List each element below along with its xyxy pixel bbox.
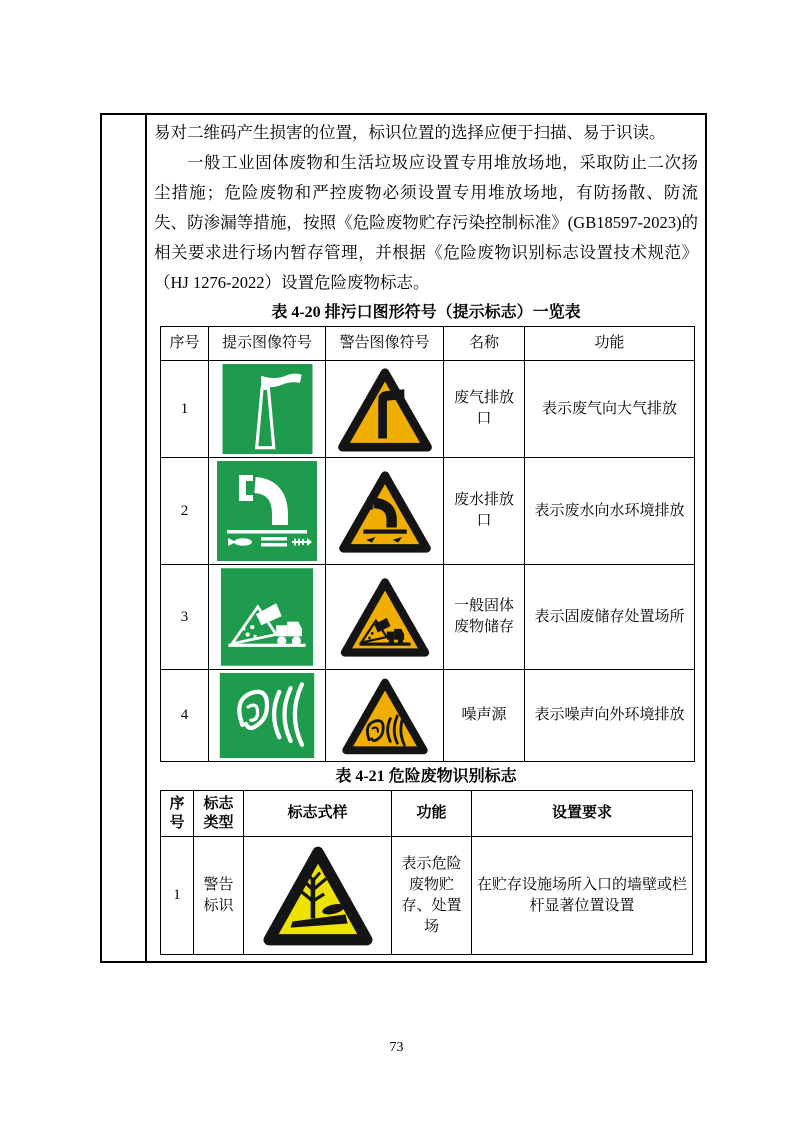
header-function: 功能 [392,791,472,837]
row-setting-requirement: 在贮存设施场所入口的墙壁或栏杆显著位置设置 [472,837,693,955]
row-name: 废气排放口 [444,361,525,458]
header-function: 功能 [525,327,695,361]
header-setting-requirement: 设置要求 [472,791,693,837]
row-function: 表示噪声向外环境排放 [525,670,695,762]
table-4-20-discharge-outlet-symbols [160,326,695,762]
solid-waste-storage-warning-sign-icon [339,576,431,658]
table-row [161,670,695,762]
row-function: 表示废水向水环境排放 [525,458,695,565]
exhaust-gas-outlet-warning-sign-icon [335,366,435,453]
paragraph: 易对二维码产生损害的位置，标识位置的选择应便于扫描、易于识读。 [154,123,666,142]
noise-source-green-sign-icon [219,673,315,758]
page-number: 73 [389,1040,404,1055]
empty-side-column [102,115,147,961]
paragraph: 一般工业固体废物和生活垃圾应设置专用堆放场地，采取防止二次扬尘措施；危险废物和严控废物必须设置专用堆放场地，有防扬散、防流失、防渗漏等措施，按照《危险废物贮存污染控制标准》(GB18597-2023)的相关要求进行场内暂存管理，并根据《危险废物识别标志设置技术规范》（HJ 1276-2022）设置危险废物标志。 [154,153,698,292]
row-function: 表示固废储存处置场所 [525,565,695,670]
exhaust-gas-outlet-green-sign-icon [219,364,316,454]
row-no: 1 [161,361,209,458]
row-no: 2 [161,458,209,565]
row-function: 表示废气向大气排放 [525,361,695,458]
page-frame [100,113,707,963]
row-name: 废水排放口 [444,458,525,565]
table-header-row [161,327,695,361]
solid-waste-storage-green-sign-icon [221,568,313,666]
row-function: 表示危险废物贮存、处置场 [392,837,472,955]
header-prompt-symbol: 提示图像符号 [209,327,326,361]
table-header-row [161,791,693,837]
table-row [161,565,695,670]
hazardous-waste-warning-sign-icon [262,843,374,949]
table-4-20-caption: 表 4-20 排污口图形符号（提示标志）一览表 [271,304,581,321]
header-name: 名称 [444,327,525,361]
page-content [147,115,705,961]
row-no: 4 [161,670,209,762]
table-4-21-hazardous-waste-signs [160,790,693,955]
row-name: 一般固体废物储存 [444,565,525,670]
table-4-21-caption: 表 4-21 危险废物识别标志 [335,768,517,785]
row-name: 噪声源 [444,670,525,762]
noise-source-warning-sign-icon [341,676,429,756]
wastewater-outlet-green-sign-icon [217,461,317,561]
header-sign-type: 标志类型 [194,791,244,837]
header-sign-style: 标志式样 [244,791,392,837]
table-row [161,837,693,955]
table-row [161,361,695,458]
row-no: 1 [161,837,194,955]
header-warning-symbol: 警告图像符号 [326,327,444,361]
row-no: 3 [161,565,209,670]
table-row [161,458,695,565]
header-no: 序号 [161,791,194,837]
row-sign-type: 警告标识 [194,837,244,955]
wastewater-outlet-warning-sign-icon [337,469,433,554]
header-no: 序号 [161,327,209,361]
